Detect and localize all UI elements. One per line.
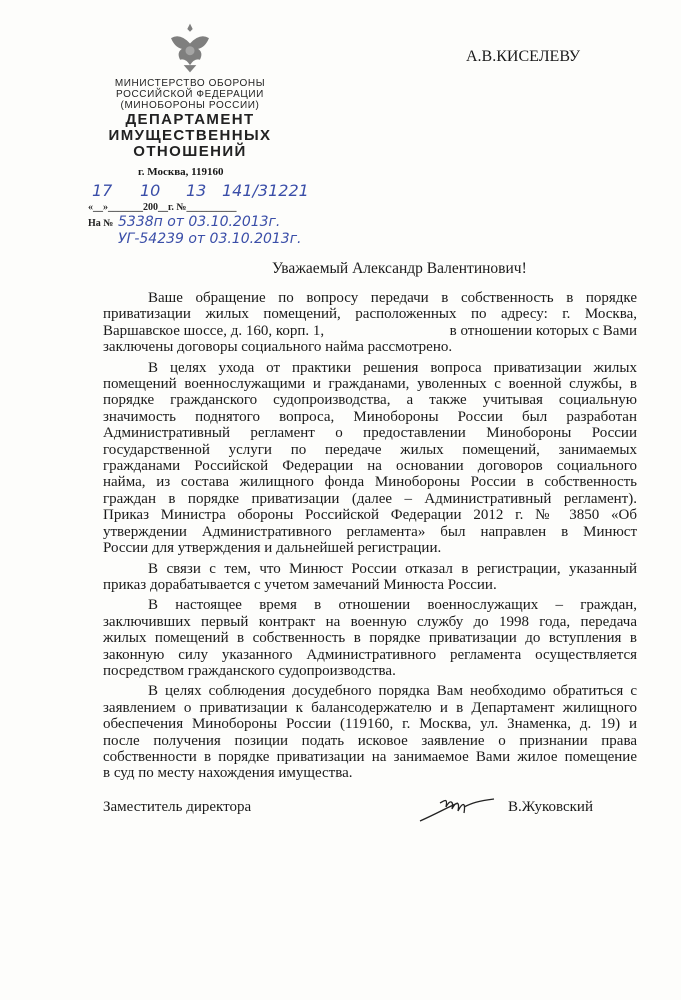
text-line: Административный регламент о предоставлении Минобороны России [103, 425, 637, 442]
text-line: значимость поднятого вопроса, Минобороны России был разработан [103, 408, 637, 425]
text-line: В настоящее время в отношении военнослужащих – граждан, [148, 597, 637, 614]
text-line: государственной услуги по передаче жилых помещений, занимаемых [103, 441, 637, 458]
text-segment: в отношении которых с Вами [449, 322, 637, 339]
text-line: В целях ухода от практики решения вопроса приватизации жилых [148, 359, 637, 376]
signatory-title: Заместитель директора [103, 799, 252, 815]
text-line: обеспечения Минобороны России (119160, г. Москва, ул. Знаменка, д. 19) и [103, 716, 637, 733]
text-line: помещений военнослужащими и гражданами, уволенных с военной службы, в [103, 376, 637, 393]
text-line: граждан в порядке приватизации (далее – Административный регламент). [103, 490, 637, 507]
reply-label: На № [88, 218, 114, 229]
department-line: ОТНОШЕНИЙ [133, 143, 247, 160]
department-line: ДЕПАРТАМЕНТ [125, 111, 255, 128]
text-line: заключивших первый контракт на военную службу до 1998 года, передача [103, 613, 637, 630]
text-line: В целях соблюдения досудебного порядка Вам необходимо обратиться с [148, 683, 637, 700]
ministry-line: (МИНОБОРОНЫ РОССИИ) [120, 100, 260, 111]
text-line: приватизации жилых помещений, расположенных по адресу: г. Москва, [103, 306, 637, 323]
greeting: Уважаемый Александр Валентинович! [272, 260, 527, 277]
text-line: России для утверждения и дальнейшей регистрации. [103, 540, 442, 557]
paragraph [103, 290, 637, 356]
date-month: 10 [140, 181, 161, 200]
text-line: Приказ Министра обороны Российской Федерации 2012 г. № 3850 «Об [103, 507, 637, 524]
department-line: ИМУЩЕСТВЕННЫХ [108, 127, 272, 144]
date-number-template: «__»_______200__г. №__________ [88, 202, 237, 213]
text-line: посредством гражданского судопроизводства. [103, 662, 396, 679]
text-segment: Варшавское шоссе, д. 160, корп. 1, [103, 322, 325, 339]
department-header [70, 112, 310, 160]
ministry-header [70, 78, 310, 111]
text-line: приказ дорабатывается с учетом замечаний Минюста России. [103, 576, 497, 593]
ministry-line: МИНИСТЕРСТВО ОБОРОНЫ [114, 78, 266, 89]
ministry-line: РОССИЙСКОЙ ФЕДЕРАЦИИ [116, 89, 264, 100]
text-line: после получения позиции подать исковое заявление о признании права [103, 732, 637, 749]
signatory-name: В.Жуковский [508, 799, 593, 815]
reply-reference: 5338п от 03.10.2013г. [118, 214, 281, 230]
handwritten-signature [418, 793, 498, 825]
emblem-icon [162, 20, 218, 76]
text-line: собственности в порядке приватизации на занимаемое Вами жилое помещение [103, 748, 637, 765]
date-year: 13 [186, 181, 207, 200]
text-line [103, 323, 637, 339]
text-line: найма, из состава жилищного фонда Минобороны России в собственность [103, 474, 637, 491]
paragraph [103, 683, 637, 781]
text-line: утверждении Административного регламента» был направлен в Минюст [103, 523, 637, 540]
city-postcode: г. Москва, 119160 [138, 166, 224, 178]
text-line: Ваше обращение по вопросу передачи в собственность в порядке [148, 290, 637, 306]
reply-reference: УГ-54239 от 03.10.2013г. [118, 231, 302, 247]
paragraph [103, 597, 637, 679]
text-line: в суд по месту нахождения имущества. [103, 765, 353, 782]
letter-body [103, 290, 637, 782]
text-line: законную силу указанного Административного регламента осуществляется [103, 646, 637, 663]
date-day: 17 [92, 181, 113, 200]
paragraph [103, 561, 637, 594]
text-line: заявлением о приватизации к балансодержателю и в Департамент жилищного [103, 699, 637, 716]
outgoing-number: 141/31221 [222, 181, 309, 200]
text-line: жилых помещений в собственность в порядке приватизации до вступления в [103, 630, 637, 647]
text-line: гражданами Российской Федерации на основании договоров социального [103, 458, 637, 475]
text-line: заключены договоры социального найма рассмотрено. [103, 339, 453, 356]
text-line: В связи с тем, что Минюст России отказал в регистрации, указанный [148, 560, 637, 577]
text-line: порядке гражданского судопроизводства, а также учитывая социальную [103, 392, 637, 409]
paragraph [103, 360, 637, 557]
addressee: А.В.КИСЕЛЕВУ [466, 48, 581, 65]
